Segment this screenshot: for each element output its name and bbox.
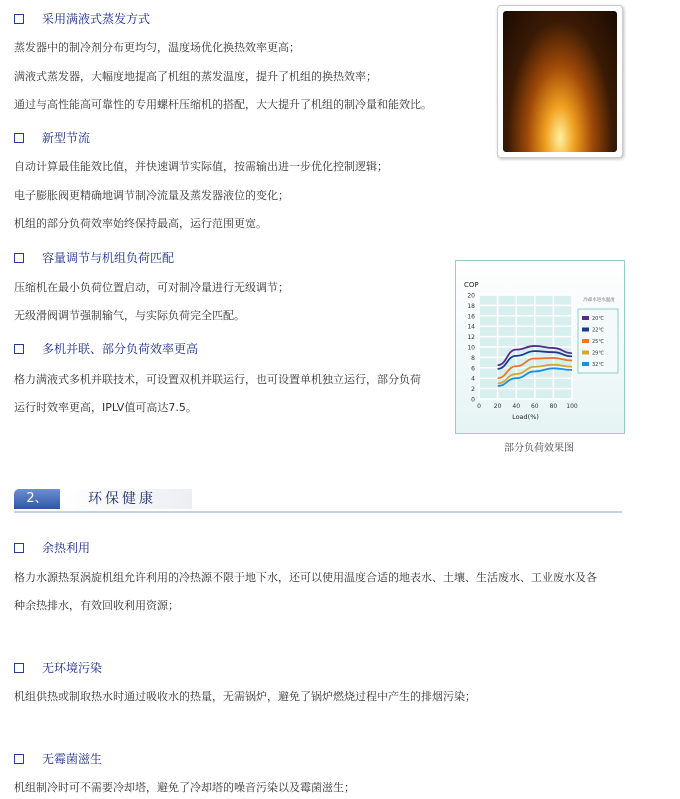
feature-text: 电子膨胀阀更精确地调节制冷流量及蒸发器液位的变化； — [14, 188, 289, 202]
feature-heading-text: 余热利用 — [42, 541, 91, 555]
legend-swatch — [582, 316, 589, 320]
checkbox-bullet-icon — [14, 253, 24, 263]
legend-swatch — [582, 351, 589, 355]
legend-entry: 22℃ — [592, 327, 604, 334]
checkbox-bullet-icon — [14, 543, 24, 553]
feature-text: 通过与高性能高可靠性的专用螺杆压缩机的搭配，大大提升了机组的制冷量和能效比。 — [14, 98, 432, 111]
checkbox-bullet-icon — [14, 663, 24, 673]
legend-entry: 32℃ — [592, 362, 604, 368]
legend-swatch — [582, 339, 589, 343]
feature-text: 机组供热或制取热水时通过吸收水的热量，无需锅炉，避免了锅炉燃烧过程中产生的排烟污染； — [14, 690, 476, 703]
checkbox-bullet-icon — [14, 344, 24, 354]
feature-text: 压缩机在最小负荷位置启动，可对制冷量进行无级调节； — [14, 281, 289, 294]
feature-heading — [14, 129, 90, 146]
y-tick-label: 20 — [467, 292, 475, 300]
y-tick-label: 14 — [467, 323, 475, 331]
feature-text: 机组的部分负荷效率始终保持最高，运行范围更宽。 — [14, 217, 267, 230]
cop-chart — [455, 260, 625, 434]
y-tick-label: 16 — [467, 313, 475, 321]
feature-text: 蒸发器中的制冷剂分布更均匀，温度场优化换热效率更高； — [14, 41, 300, 54]
x-tick-label: 80 — [549, 403, 558, 410]
y-tick-label: 10 — [467, 344, 475, 352]
y-tick-label: 2 — [471, 386, 475, 394]
x-tick-label: 60 — [530, 403, 539, 410]
checkbox-bullet-icon — [14, 754, 24, 764]
y-tick-label: 8 — [471, 354, 475, 362]
feature-heading-text: 采用满液式蒸发方式 — [42, 12, 151, 26]
feature-heading-text: 多机并联、部分负荷效率更高 — [42, 342, 199, 356]
feature-text: 满液式蒸发器，大幅度地提高了机组的蒸发温度，提升了机组的换热效率； — [14, 69, 377, 83]
legend-entry: 20℃ — [592, 316, 604, 322]
y-tick-label: 6 — [471, 365, 475, 373]
section-number: 2、 — [14, 489, 60, 509]
feature-text: 运行时效率更高，IPLV值可高达7.5。 — [14, 401, 197, 414]
feature-text: 无级滑阀调节强制输气，与实际负荷完全匹配。 — [14, 309, 245, 322]
x-tick-label: 0 — [477, 403, 481, 410]
feature-text: 机组制冷时可不需要冷却塔，避免了冷却塔的噪音污染以及霉菌滋生； — [14, 781, 355, 794]
feature-text: 格力满液式多机并联技术，可设置双机并联运行，也可设置单机独立运行，部分负荷 — [14, 373, 421, 386]
feature-text: 自动计算最佳能效比值，并快速调节实际值，按需输出进一步优化控制逻辑； — [14, 160, 388, 173]
legend-entry: 29℃ — [592, 350, 604, 357]
section-header — [14, 489, 622, 513]
feature-heading-text: 无环境污染 — [42, 661, 103, 675]
y-axis-label: COP — [464, 281, 479, 289]
checkbox-bullet-icon — [14, 133, 24, 143]
y-tick-label: 4 — [471, 375, 475, 383]
feature-heading — [14, 10, 150, 27]
x-tick-label: 20 — [493, 403, 502, 410]
feature-text: 种余热排水，有效回收利用资源； — [14, 599, 179, 612]
cop-chart-svg — [456, 261, 624, 433]
feature-heading — [14, 539, 90, 556]
legend-title: 冷却水进水温度 — [583, 298, 615, 303]
x-axis-label: Load(%) — [512, 413, 539, 421]
feature-heading — [14, 249, 174, 266]
legend-swatch — [582, 362, 589, 366]
feature-heading — [14, 750, 102, 767]
y-tick-label: 18 — [467, 302, 475, 310]
feature-heading-text: 新型节流 — [42, 131, 91, 145]
feature-heading-text: 容量调节与机组负荷匹配 — [42, 251, 175, 265]
feature-heading — [14, 659, 102, 676]
y-tick-label: 0 — [471, 396, 475, 404]
y-tick-label: 12 — [467, 334, 475, 342]
x-tick-label: 100 — [566, 403, 578, 410]
section-title: 环保健康 — [64, 489, 192, 509]
feature-heading-text: 无霉菌滋生 — [42, 752, 103, 766]
checkbox-bullet-icon — [14, 14, 24, 24]
evaporator-photo — [497, 5, 623, 158]
chart-caption: 部分负荷效果图 — [504, 443, 574, 454]
x-tick-label: 40 — [512, 403, 521, 410]
feature-heading — [14, 340, 198, 357]
legend-swatch — [582, 328, 589, 332]
legend-entry: 25℃ — [592, 339, 604, 345]
feature-text: 格力水源热泵涡旋机组允许利用的冷热源不限于地下水，还可以使用温度合适的地表水、土壤、生活废水、工业废水及各 — [14, 571, 597, 584]
